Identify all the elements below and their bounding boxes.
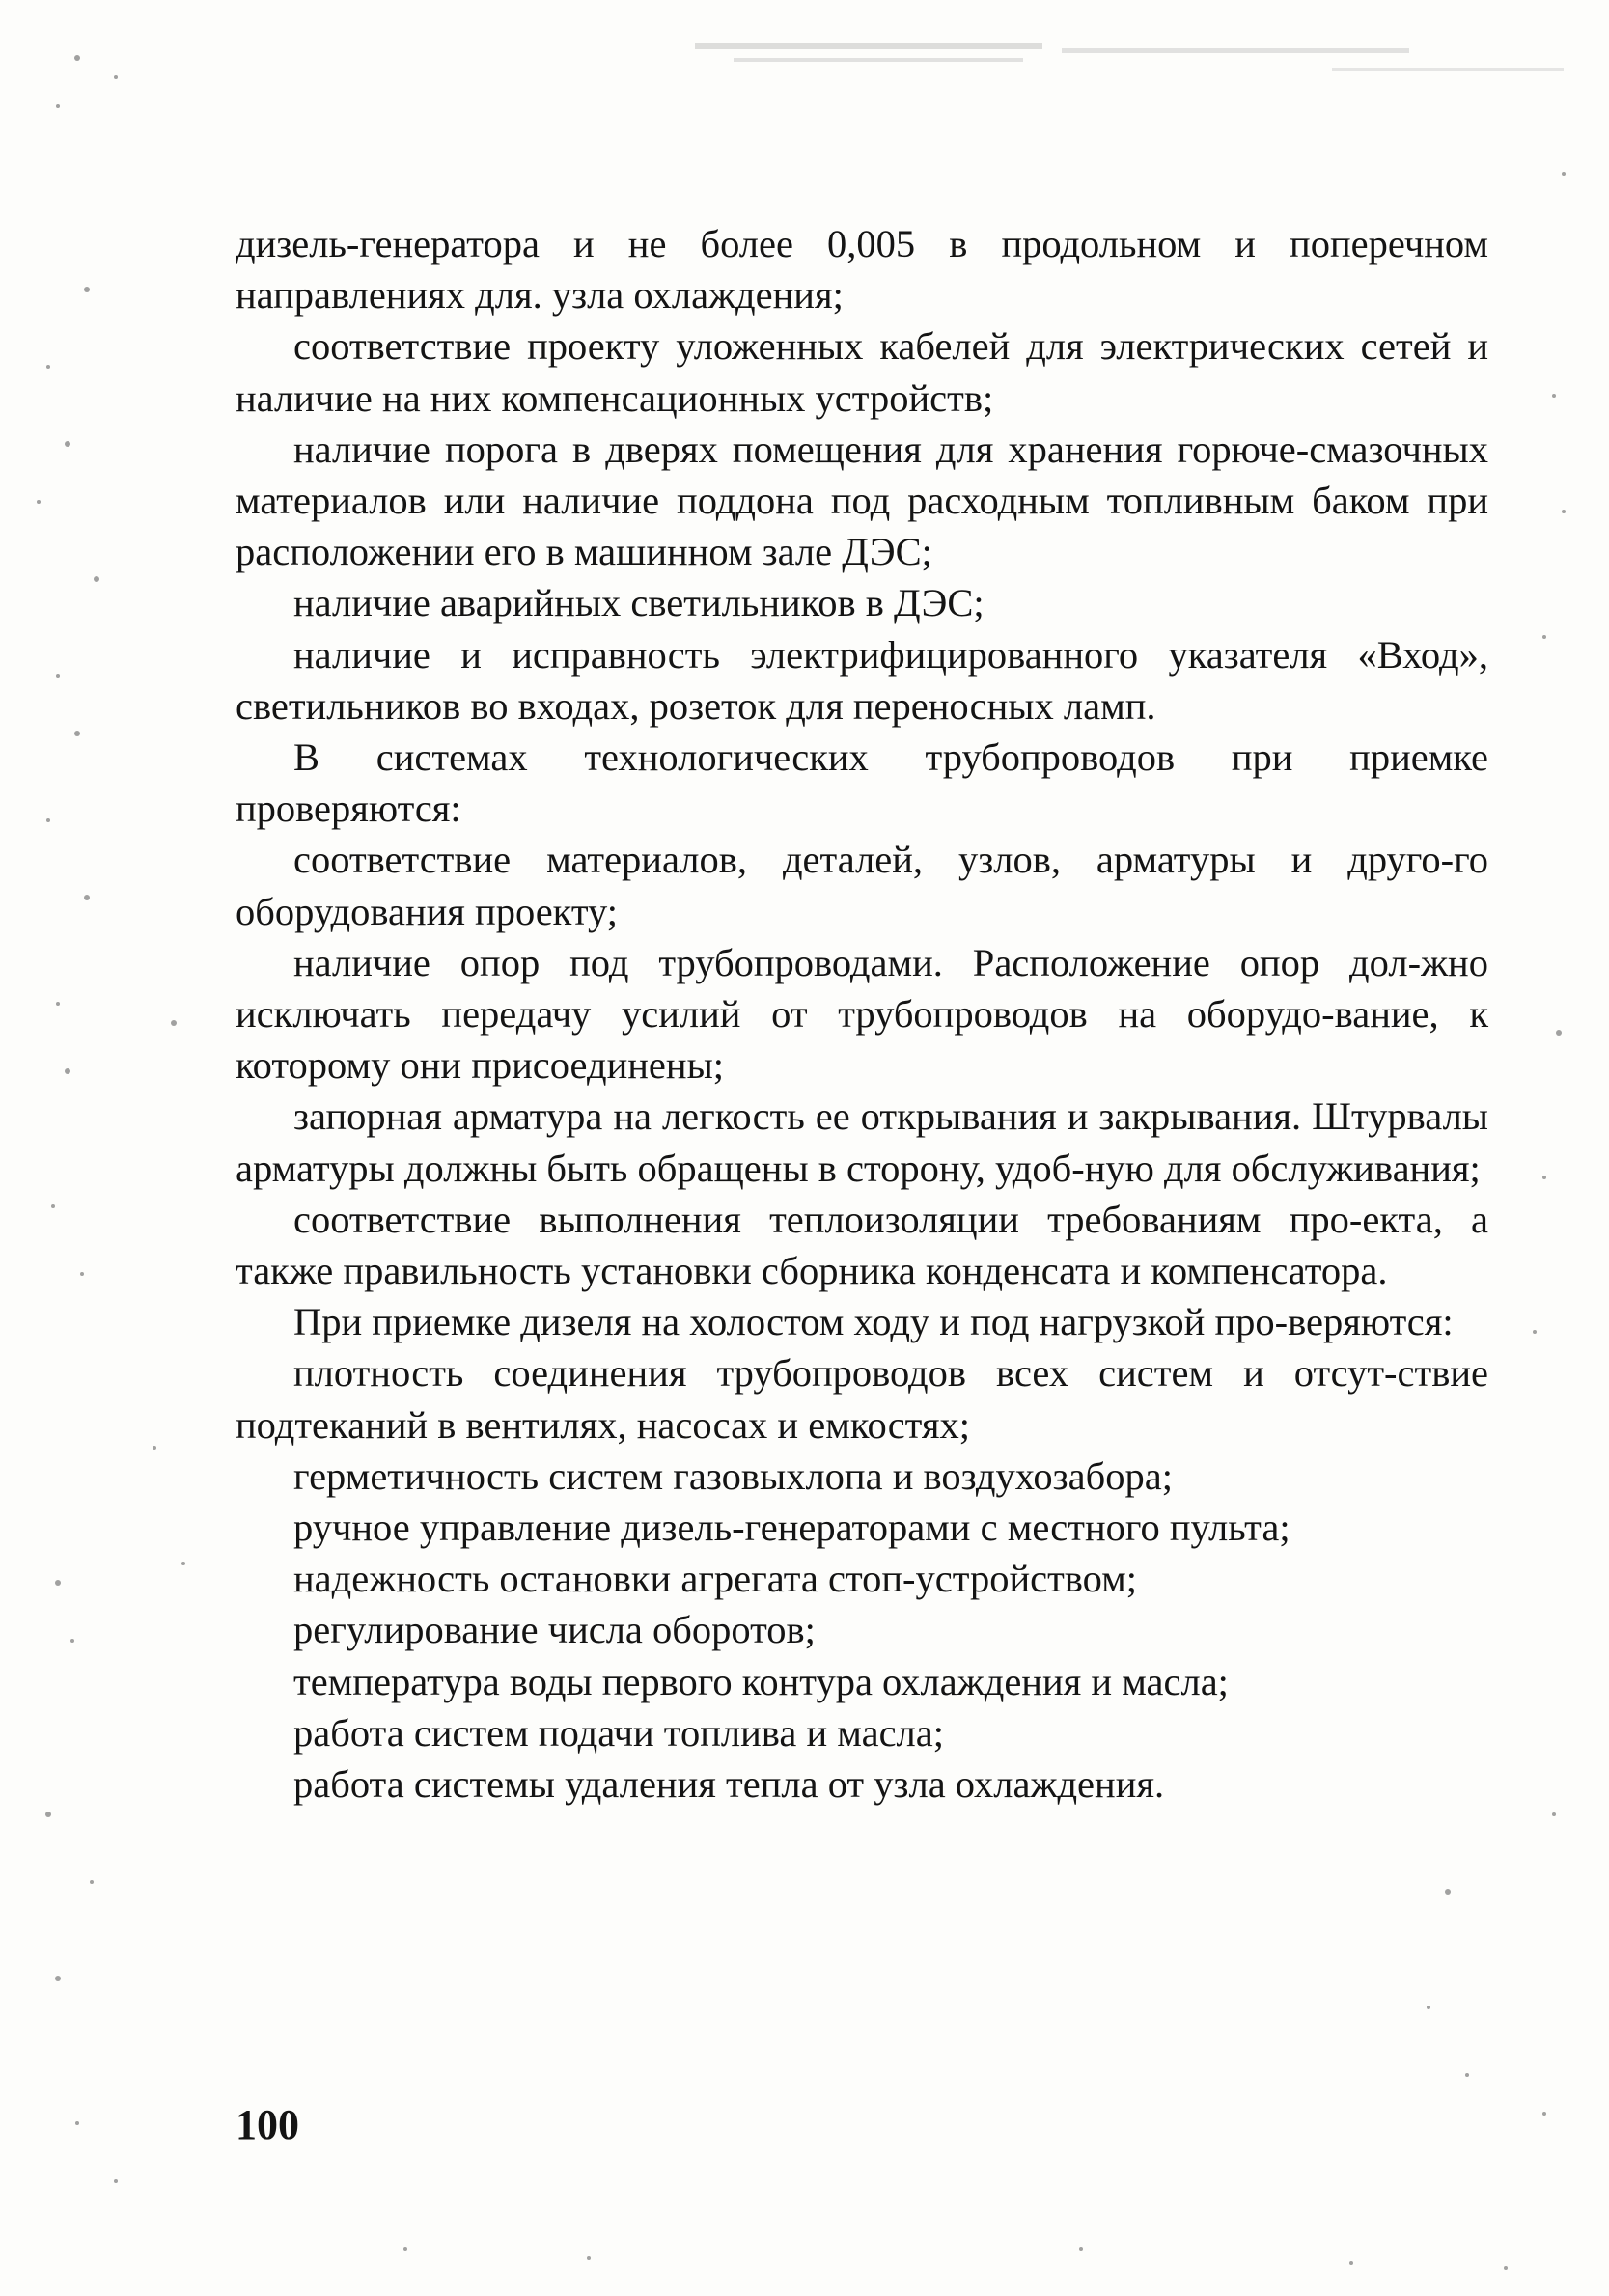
paragraph: плотность соединения трубопроводов всех систем и отсут-ствие подтеканий в вентилях, насосах и емкостях; [236, 1351, 1488, 1447]
paragraph: наличие и исправность электрифицированного указателя «Вход», светильников во входах, розеток для переносных ламп. [236, 632, 1488, 728]
paragraph: дизель-генератора и не более 0,005 в продольном и поперечном направлениях для. узла охлаждения; [236, 222, 1488, 318]
paragraph: В системах технологических трубопроводов при приемке проверяются: [236, 735, 1488, 831]
paragraph: запорная арматура на легкость ее открывания и закрывания. Штурвалы арматуры должны быть обращены в сторону, удоб-ную для обслуживания; [236, 1094, 1488, 1190]
paragraph: работа системы удаления тепла от узла охлаждения. [293, 1762, 1165, 1807]
paragraph: При приемке дизеля на холостом ходу и под нагрузкой про-веряются: [293, 1300, 1454, 1344]
paragraph: соответствие выполнения теплоизоляции требованиям про-екта, а также правильность установки сборника конденсата и компенсатора. [236, 1197, 1488, 1293]
body-text [236, 218, 1488, 1810]
paragraph: соответствие проекту уложенных кабелей для электрических сетей и наличие на них компенсационных устройств; [236, 324, 1488, 420]
page-number: 100 [236, 2101, 299, 2148]
paragraph: ручное управление дизель-генераторами с местного пульта; [293, 1506, 1290, 1550]
paragraph: наличие опор под трубопроводами. Расположение опор дол-жно исключать передачу усилий от трубопроводов на оборудо-вание, к которому они присоединены; [236, 940, 1488, 1088]
paragraph: наличие аварийных светильников в ДЭС; [293, 581, 985, 625]
paragraph: регулирование числа оборотов; [293, 1608, 816, 1652]
paragraph: соответствие материалов, деталей, узлов, арматуры и друго-го оборудования проекту; [236, 838, 1488, 933]
paragraph: герметичность систем газовыхлопа и воздухозабора; [293, 1453, 1173, 1498]
paragraph: температура воды первого контура охлаждения и масла; [293, 1659, 1229, 1703]
paragraph: надежность остановки агрегата стоп-устройством; [293, 1557, 1138, 1601]
paragraph: наличие порога в дверях помещения для хранения горюче-смазочных материалов или наличие поддона под расходным топливным баком при расположении его в машинном зале ДЭС; [236, 427, 1488, 574]
paragraph: работа систем подачи топлива и масла; [293, 1710, 944, 1755]
